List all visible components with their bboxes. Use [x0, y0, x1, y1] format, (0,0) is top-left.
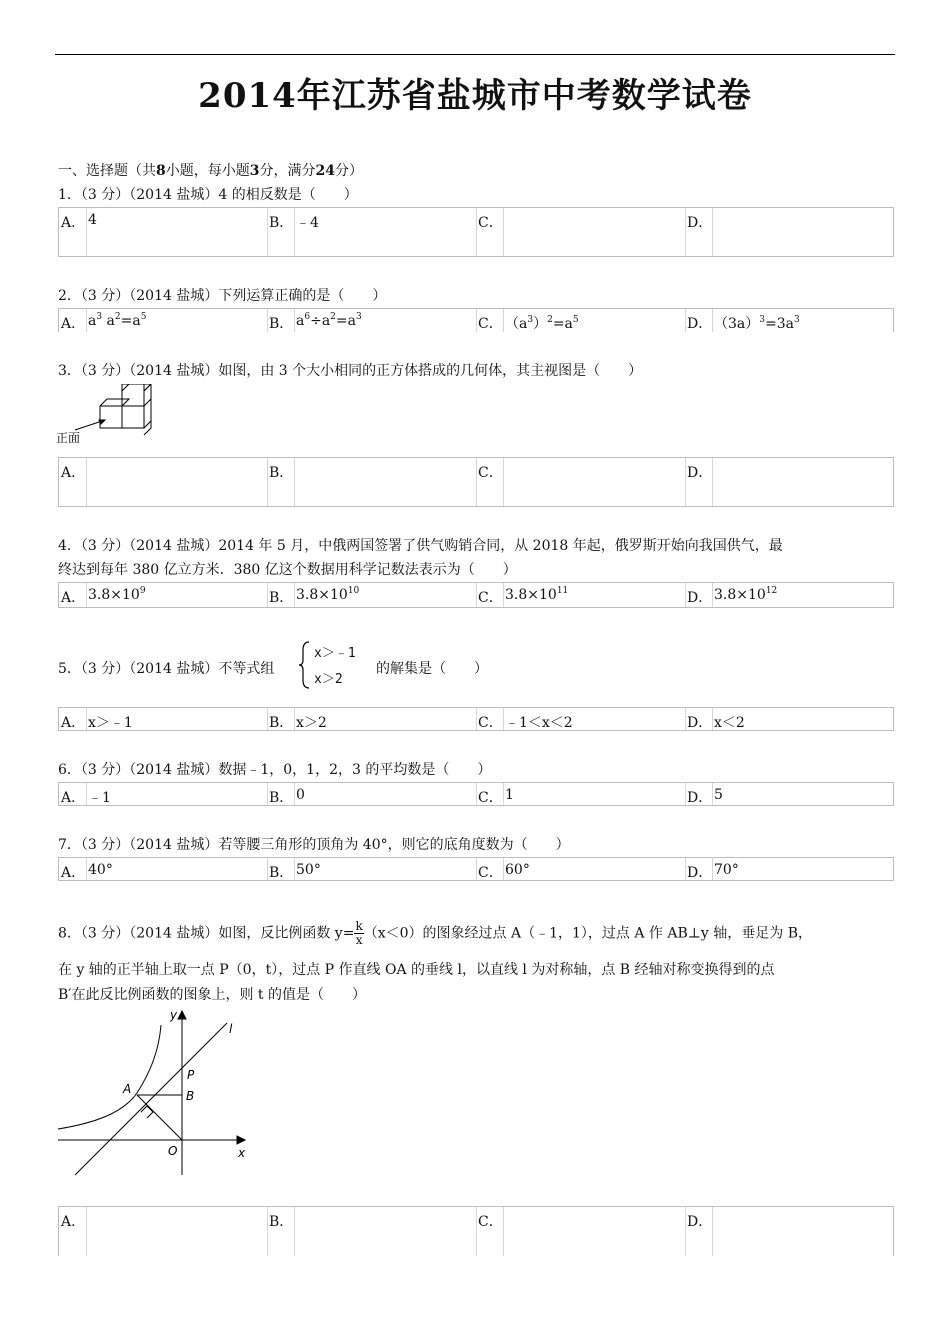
option-b[interactable]: B． $3.8\times 10^{10}$: [267, 583, 477, 607]
option-c[interactable]: C． $3.8\times 10^{11}$: [476, 583, 686, 607]
option-a[interactable]: A． 40°: [59, 858, 268, 880]
question-4-stem-line1: 4．（3 分）（2014 盐城）2014 年 5 月，中俄两国签署了供气购销合同，从 2018 年起，俄罗斯开始向我国供气，最: [58, 538, 783, 554]
option-d[interactable]: D． x＜2: [685, 708, 893, 730]
option-a[interactable]: A． ﹣1: [59, 783, 268, 805]
option-c[interactable]: C． $(a^3)^2=a^5$: [476, 309, 686, 332]
option-d[interactable]: D． 5: [685, 783, 893, 805]
question-8-stem-line1: 8．（3 分）（2014 盐城）如图，反比例函数 y= $\frac{k}{x}$ （x＜0）的图象经过点 A（﹣1，1），过点 A 作 AB⊥y 轴，垂足为 B，: [58, 919, 813, 947]
option-d-expression: $(3a)^3=3a^3$: [714, 315, 800, 332]
option-b[interactable]: B． 50°: [267, 858, 477, 880]
cube-stack-figure: [55, 384, 165, 448]
hyperbola-figure: [55, 1005, 255, 1177]
system-brace: [298, 640, 312, 690]
option-d[interactable]: D． 70°: [685, 858, 893, 880]
option-a[interactable]: A． 4: [59, 208, 268, 256]
y-axis-label: y: [170, 1008, 178, 1022]
option-b[interactable]: B． $a^6\div a^2=a^3$: [267, 309, 477, 332]
front-view-label: 正面: [56, 431, 81, 445]
option-a[interactable]: A． x＞﹣1: [59, 708, 268, 730]
question-4-options: [58, 582, 894, 608]
origin-label: O: [168, 1144, 178, 1158]
option-b[interactable]: B． ﹣4: [267, 208, 477, 256]
x-axis-label: x: [238, 1146, 246, 1160]
question-6-options: [58, 782, 894, 806]
option-b[interactable]: B． x＞2: [267, 708, 477, 730]
question-4-stem-line2: 终达到每年 380 亿立方米．380 亿这个数据用科学记数法表示为（ ）: [58, 562, 517, 578]
option-d[interactable]: D．: [685, 208, 893, 256]
question-2-stem: 2．（3 分）（2014 盐城）下列运算正确的是（ ）: [58, 288, 387, 304]
option-c[interactable]: C．: [476, 458, 686, 506]
option-d[interactable]: D．: [685, 458, 893, 506]
point-p-label: P: [187, 1068, 195, 1082]
point-a-label: A: [123, 1082, 132, 1096]
option-d[interactable]: D． $(3a)^3=3a^3$: [685, 309, 893, 332]
point-b-label: B: [186, 1089, 195, 1103]
option-b[interactable]: B．: [267, 1207, 477, 1256]
page-title: 2014年江苏省盐城市中考数学试卷: [198, 76, 752, 116]
option-b-expression: $a^6\div a^2=a^3$: [296, 312, 362, 329]
option-a[interactable]: A．: [59, 1207, 268, 1256]
question-7-stem: 7．（3 分）（2014 盐城）若等腰三角形的顶角为 40°，则它的底角度数为（ ）: [58, 837, 570, 853]
option-c-expression: $(a^3)^2=a^5$: [505, 315, 579, 332]
option-c[interactable]: C． ﹣1＜x＜2: [476, 708, 686, 730]
inequality-2: x＞2: [314, 672, 343, 687]
question-5-options: [58, 707, 894, 731]
option-d[interactable]: D． $3.8\times 10^{12}$: [685, 583, 893, 607]
option-c[interactable]: C． 1: [476, 783, 686, 805]
option-a-expression: $a^3$ $a^2=a^5$: [88, 312, 147, 329]
question-1-options: [58, 207, 894, 257]
option-a[interactable]: A．: [59, 458, 268, 506]
question-8-options: [58, 1206, 894, 1256]
line-l-label: l: [229, 1022, 233, 1036]
section-header: 一、选择题（共8小题，每小题3分，满分24分）: [58, 163, 363, 179]
option-c[interactable]: C． 60°: [476, 858, 686, 880]
option-c[interactable]: C．: [476, 208, 686, 256]
option-c[interactable]: C．: [476, 1207, 686, 1256]
question-7-options: [58, 857, 894, 881]
option-b[interactable]: B． 0: [267, 783, 477, 805]
option-d[interactable]: D．: [685, 1207, 893, 1256]
question-2-options: [58, 308, 894, 332]
question-8-stem-line2: 在 y 轴的正半轴上取一点 P（0，t），过点 P 作直线 OA 的垂线 l，以直线 l 为对称轴，点 B 经轴对称变换得到的点: [58, 962, 775, 978]
top-rule: [55, 54, 895, 55]
option-b[interactable]: B．: [267, 458, 477, 506]
question-1-stem: 1．（3 分）（2014 盐城）4 的相反数是（ ）: [58, 187, 358, 203]
option-a[interactable]: A． $3.8\times 10^9$: [59, 583, 268, 607]
question-3-options: [58, 457, 894, 507]
question-3-stem: 3．（3 分）（2014 盐城）如图，由 3 个大小相同的正方体搭成的几何体，其主视图是（ ）: [58, 363, 643, 379]
question-5-stem-suffix: 的解集是（ ）: [376, 661, 488, 677]
question-6-stem: 6．（3 分）（2014 盐城）数据﹣1，0，1，2，3 的平均数是（ ）: [58, 762, 492, 778]
inequality-1: x＞﹣1: [314, 646, 356, 661]
fraction-k-over-x: $\frac{k}{x}$: [355, 919, 363, 947]
question-5-stem-prefix: 5．（3 分）（2014 盐城）不等式组: [58, 661, 275, 677]
question-8-stem-line3: B′在此反比例函数的图象上，则 t 的值是（ ）: [58, 987, 366, 1003]
option-a[interactable]: A． $a^3$ $a^2=a^5$: [59, 309, 268, 332]
